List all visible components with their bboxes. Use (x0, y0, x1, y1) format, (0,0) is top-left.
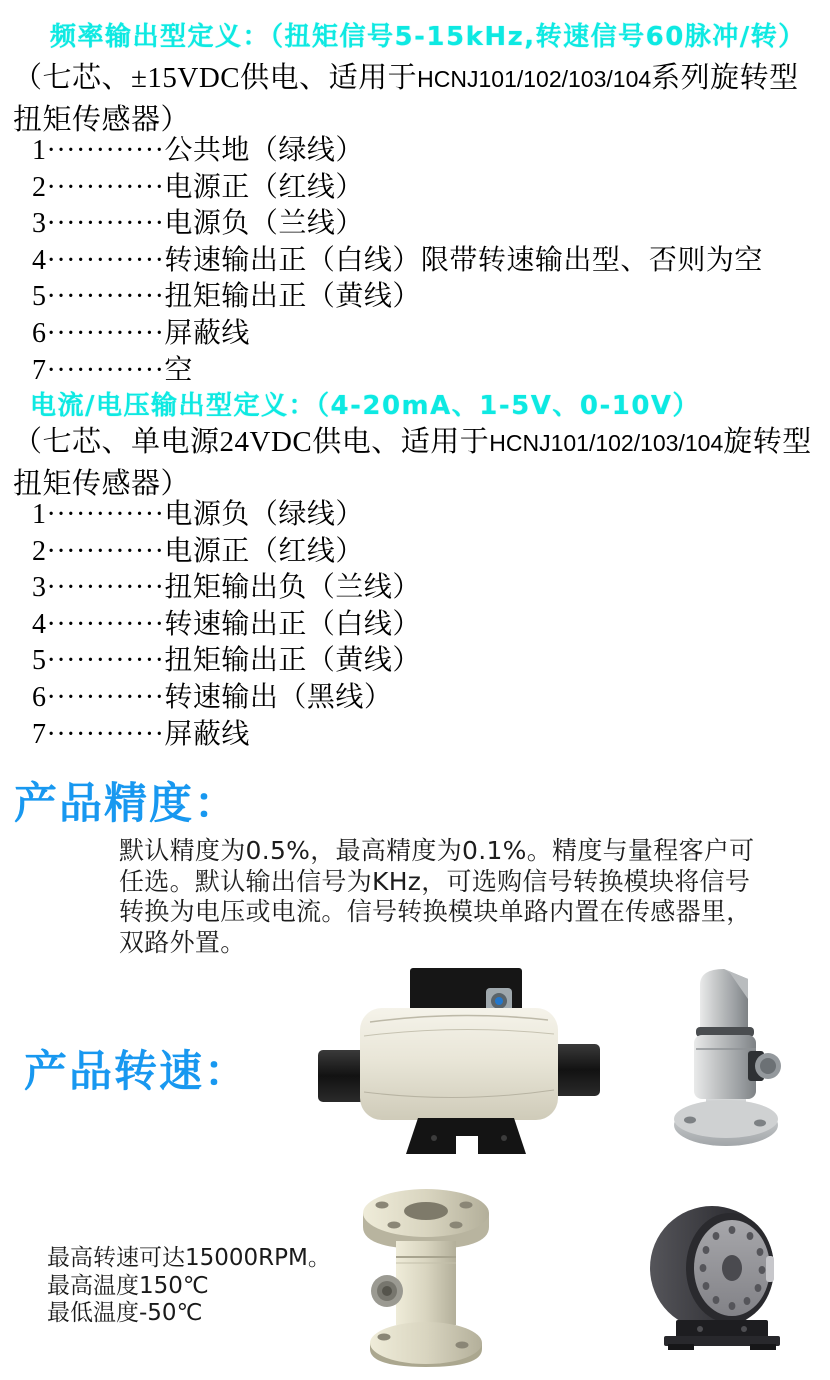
pin-item: 1············电源负（绿线） (32, 499, 364, 530)
pin-list-frequency (32, 133, 763, 389)
spec-min-temp: 最低温度-50℃ (47, 1300, 203, 1326)
freq-output-subheading (13, 58, 821, 141)
pin-item: 4············转速输出正（白线）限带转速输出型、否则为空 (32, 244, 763, 276)
pin-item: 4············转速输出正（白线） (32, 608, 421, 640)
pin-list-current-voltage (32, 497, 421, 753)
pin-item: 5············扭矩输出正（黄线） (32, 645, 421, 677)
pin-item: 2············电源正（红线） (32, 171, 364, 203)
pin-item: 1············公共地（绿线） (32, 135, 364, 166)
pin-item: 3············电源负（兰线） (32, 208, 364, 240)
pin-item: 7············空 (32, 354, 193, 386)
speed-specs (47, 1245, 331, 1328)
model-numbers: HCNJ101/102/103/104 (417, 66, 652, 92)
pin-item: 3············扭矩输出负（兰线） (32, 572, 421, 604)
double-flange-static-torque-sensor-photo (360, 1185, 492, 1370)
freq-output-heading: 频率输出型定义：（扭矩信号5-15kHz,转速信号60脉冲/转） (50, 22, 806, 52)
pin-item: 6············转速输出（黑线） (32, 681, 393, 713)
spec-max-temp: 最高温度150℃ (47, 1272, 209, 1299)
cv-sub-prefix: （七芯、单电源24VDC供电、适用于 (13, 426, 490, 458)
cv-sub-suffix: 旋转型扭矩传感器） (13, 426, 812, 500)
speed-heading: 产品转速： (24, 1047, 249, 1097)
disc-torque-sensor-photo (648, 1198, 786, 1356)
current-voltage-subheading (13, 422, 821, 505)
pin-item: 7············屏蔽线 (32, 718, 250, 750)
pin-item: 2············电源正（红线） (32, 535, 364, 567)
pin-item: 5············扭矩输出正（黄线） (32, 281, 421, 313)
accuracy-paragraph: 默认精度为0.5%，最高精度为0.1%。精度与量程客户可任选。默认输出信号为KHz，可选购信号转换模块将信号转换为电压或电流。信号转换模块单路内置在传感器里，双路外置。 (119, 836, 755, 957)
freq-sub-suffix: 系列旋转型扭矩传感器） (13, 62, 799, 136)
current-voltage-heading: 电流/电压输出型定义：（4-20mA、1-5V、0-10V） (30, 391, 701, 421)
freq-sub-prefix: （七芯、±15VDC供电、适用于 (13, 62, 418, 94)
accuracy-heading: 产品精度： (14, 779, 239, 829)
model-numbers: HCNJ101/102/103/104 (489, 430, 724, 456)
rotary-torque-sensor-photo (318, 960, 600, 1158)
spec-max-speed: 最高转速可达15000RPM。 (47, 1245, 331, 1271)
pin-item: 6············屏蔽线 (32, 317, 250, 349)
small-flange-rotary-sensor-photo (672, 965, 784, 1153)
